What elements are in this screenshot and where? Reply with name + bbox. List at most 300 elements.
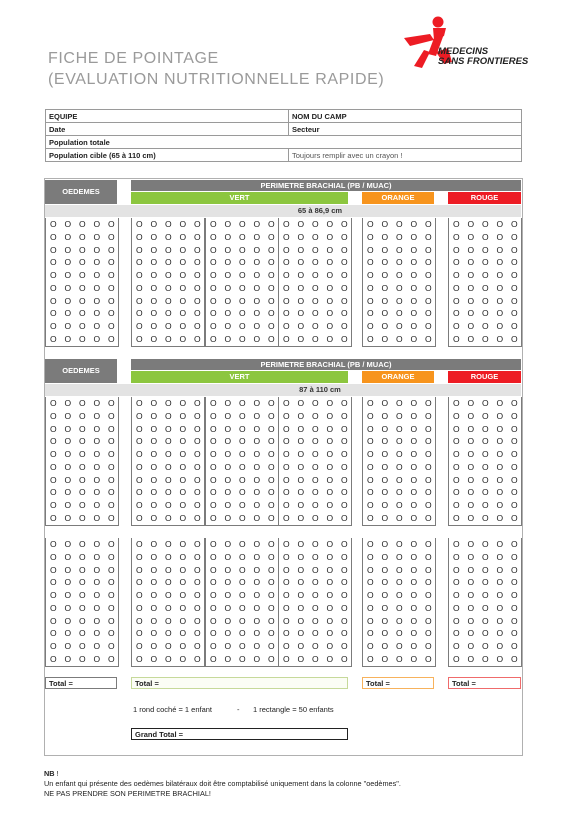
tally-circle[interactable]: O bbox=[150, 551, 158, 562]
tally-circle[interactable]: O bbox=[282, 512, 290, 523]
tally-circle[interactable]: O bbox=[49, 539, 57, 549]
tally-circle[interactable]: O bbox=[381, 487, 389, 498]
tally-circle[interactable]: O bbox=[179, 615, 187, 626]
tally-circle[interactable]: O bbox=[49, 641, 57, 651]
tally-circle[interactable]: O bbox=[135, 308, 143, 319]
tally-circle[interactable]: O bbox=[395, 474, 403, 485]
tally-circle[interactable]: O bbox=[253, 539, 261, 549]
tally-circle[interactable]: O bbox=[510, 615, 518, 626]
tally-circle[interactable]: O bbox=[224, 398, 232, 408]
tally-circle[interactable]: O bbox=[424, 333, 432, 344]
tally-circle[interactable]: O bbox=[452, 653, 460, 664]
tally-circle[interactable]: O bbox=[424, 551, 432, 562]
tally-circle[interactable]: O bbox=[107, 295, 115, 306]
tally-circle[interactable]: O bbox=[150, 474, 158, 485]
tally-circle[interactable]: O bbox=[452, 500, 460, 510]
tally-circle[interactable]: O bbox=[164, 449, 172, 459]
tally-circle[interactable]: O bbox=[107, 410, 115, 421]
tally-circle[interactable]: O bbox=[381, 615, 389, 626]
tally-circle[interactable]: O bbox=[366, 257, 374, 268]
tally-circle[interactable]: O bbox=[209, 577, 217, 588]
tally-circle[interactable]: O bbox=[496, 257, 504, 268]
tally-circle[interactable]: O bbox=[179, 602, 187, 613]
tally-circle[interactable]: O bbox=[381, 423, 389, 434]
tally-circle[interactable]: O bbox=[340, 308, 348, 319]
tally-circle[interactable]: O bbox=[467, 219, 475, 229]
tally-circle[interactable]: O bbox=[326, 461, 334, 472]
tally-circle[interactable]: O bbox=[179, 282, 187, 293]
tally-circle[interactable]: O bbox=[78, 628, 86, 639]
tally-circle[interactable]: O bbox=[164, 244, 172, 255]
tally-circle[interactable]: O bbox=[150, 321, 158, 331]
tally-circle[interactable]: O bbox=[49, 577, 57, 588]
tally-circle[interactable]: O bbox=[150, 577, 158, 588]
tally-circle[interactable]: O bbox=[238, 308, 246, 319]
tally-circle[interactable]: O bbox=[179, 474, 187, 485]
tally-circle[interactable]: O bbox=[164, 500, 172, 510]
tally-circle[interactable]: O bbox=[164, 423, 172, 434]
tally-circle[interactable]: O bbox=[467, 539, 475, 549]
tally-circle[interactable]: O bbox=[467, 308, 475, 319]
tally-circle[interactable]: O bbox=[193, 282, 201, 293]
tally-circle[interactable]: O bbox=[267, 641, 275, 651]
equipe-field[interactable]: EQUIPE bbox=[46, 110, 289, 123]
tally-circle[interactable]: O bbox=[282, 500, 290, 510]
tally-circle[interactable]: O bbox=[164, 436, 172, 447]
tally-circle[interactable]: O bbox=[282, 564, 290, 575]
tally-circle[interactable]: O bbox=[107, 653, 115, 664]
tally-circle[interactable]: O bbox=[282, 244, 290, 255]
tally-circle[interactable]: O bbox=[395, 436, 403, 447]
tally-circle[interactable]: O bbox=[340, 244, 348, 255]
tally-circle[interactable]: O bbox=[297, 641, 305, 651]
tally-circle[interactable]: O bbox=[238, 602, 246, 613]
tally-circle[interactable]: O bbox=[49, 449, 57, 459]
tally-circle[interactable]: O bbox=[150, 500, 158, 510]
tally-circle[interactable]: O bbox=[395, 641, 403, 651]
tally-circle[interactable]: O bbox=[366, 308, 374, 319]
tally-circle[interactable]: O bbox=[340, 628, 348, 639]
tally-circle[interactable]: O bbox=[452, 244, 460, 255]
tally-circle[interactable]: O bbox=[93, 577, 101, 588]
tally-circle[interactable]: O bbox=[510, 551, 518, 562]
tally-circle[interactable]: O bbox=[424, 474, 432, 485]
tally-circle[interactable]: O bbox=[395, 551, 403, 562]
tally-circle[interactable]: O bbox=[410, 628, 418, 639]
tally-circle[interactable]: O bbox=[179, 321, 187, 331]
tally-circle[interactable]: O bbox=[496, 231, 504, 242]
tally-circle[interactable]: O bbox=[93, 321, 101, 331]
tally-circle[interactable]: O bbox=[311, 244, 319, 255]
total-orange-box[interactable]: Total = bbox=[362, 677, 434, 689]
tally-circle[interactable]: O bbox=[238, 628, 246, 639]
tally-circle[interactable]: O bbox=[238, 436, 246, 447]
tally-circle[interactable]: O bbox=[481, 628, 489, 639]
tally-circle[interactable]: O bbox=[340, 282, 348, 293]
tally-circle[interactable]: O bbox=[93, 423, 101, 434]
tally-circle[interactable]: O bbox=[150, 628, 158, 639]
tally-circle[interactable]: O bbox=[238, 590, 246, 600]
tally-circle[interactable]: O bbox=[297, 282, 305, 293]
tally-circle[interactable]: O bbox=[107, 257, 115, 268]
tally-circle[interactable]: O bbox=[253, 602, 261, 613]
tally-circle[interactable]: O bbox=[395, 602, 403, 613]
tally-circle[interactable]: O bbox=[209, 628, 217, 639]
tally-circle[interactable]: O bbox=[366, 564, 374, 575]
tally-circle[interactable]: O bbox=[410, 461, 418, 472]
tally-circle[interactable]: O bbox=[340, 551, 348, 562]
tally-circle[interactable]: O bbox=[481, 461, 489, 472]
tally-circle[interactable]: O bbox=[253, 577, 261, 588]
tally-circle[interactable]: O bbox=[253, 564, 261, 575]
tally-circle[interactable]: O bbox=[150, 308, 158, 319]
tally-circle[interactable]: O bbox=[340, 295, 348, 306]
tally-circle[interactable]: O bbox=[340, 500, 348, 510]
tally-circle[interactable]: O bbox=[193, 231, 201, 242]
tally-circle[interactable]: O bbox=[224, 436, 232, 447]
tally-circle[interactable]: O bbox=[297, 410, 305, 421]
tally-circle[interactable]: O bbox=[366, 333, 374, 344]
tally-circle[interactable]: O bbox=[164, 257, 172, 268]
tally-circle[interactable]: O bbox=[209, 295, 217, 306]
tally-circle[interactable]: O bbox=[150, 257, 158, 268]
tally-circle[interactable]: O bbox=[193, 628, 201, 639]
tally-circle[interactable]: O bbox=[93, 512, 101, 523]
tally-circle[interactable]: O bbox=[253, 512, 261, 523]
tally-circle[interactable]: O bbox=[150, 641, 158, 651]
tally-circle[interactable]: O bbox=[297, 512, 305, 523]
tally-circle[interactable]: O bbox=[267, 436, 275, 447]
tally-circle[interactable]: O bbox=[193, 333, 201, 344]
tally-circle[interactable]: O bbox=[297, 308, 305, 319]
tally-circle[interactable]: O bbox=[282, 577, 290, 588]
tally-circle[interactable]: O bbox=[496, 487, 504, 498]
tally-circle[interactable]: O bbox=[135, 423, 143, 434]
tally-circle[interactable]: O bbox=[107, 539, 115, 549]
tally-circle[interactable]: O bbox=[135, 333, 143, 344]
tally-circle[interactable]: O bbox=[64, 423, 72, 434]
tally-circle[interactable]: O bbox=[481, 539, 489, 549]
tally-circle[interactable]: O bbox=[135, 436, 143, 447]
tally-circle[interactable]: O bbox=[107, 270, 115, 280]
tally-circle[interactable]: O bbox=[164, 270, 172, 280]
tally-circle[interactable]: O bbox=[496, 244, 504, 255]
tally-circle[interactable]: O bbox=[164, 308, 172, 319]
tally-circle[interactable]: O bbox=[209, 270, 217, 280]
tally-circle[interactable]: O bbox=[366, 602, 374, 613]
tally-circle[interactable]: O bbox=[224, 321, 232, 331]
tally-circle[interactable]: O bbox=[496, 641, 504, 651]
tally-circle[interactable]: O bbox=[311, 282, 319, 293]
tally-circle[interactable]: O bbox=[496, 436, 504, 447]
tally-circle[interactable]: O bbox=[326, 539, 334, 549]
tally-circle[interactable]: O bbox=[395, 653, 403, 664]
tally-circle[interactable]: O bbox=[282, 270, 290, 280]
tally-circle[interactable]: O bbox=[164, 577, 172, 588]
tally-circle[interactable]: O bbox=[49, 295, 57, 306]
tally-circle[interactable]: O bbox=[410, 487, 418, 498]
date-field[interactable]: Date bbox=[46, 123, 289, 136]
tally-circle[interactable]: O bbox=[93, 333, 101, 344]
tally-circle[interactable]: O bbox=[193, 308, 201, 319]
tally-circle[interactable]: O bbox=[340, 512, 348, 523]
tally-circle[interactable]: O bbox=[452, 461, 460, 472]
tally-circle[interactable]: O bbox=[150, 512, 158, 523]
tally-circle[interactable]: O bbox=[381, 308, 389, 319]
tally-circle[interactable]: O bbox=[395, 461, 403, 472]
tally-circle[interactable]: O bbox=[452, 564, 460, 575]
tally-circle[interactable]: O bbox=[366, 282, 374, 293]
tally-circle[interactable]: O bbox=[366, 487, 374, 498]
tally-circle[interactable]: O bbox=[135, 257, 143, 268]
tally-circle[interactable]: O bbox=[481, 410, 489, 421]
tally-circle[interactable]: O bbox=[297, 423, 305, 434]
tally-circle[interactable]: O bbox=[93, 219, 101, 229]
tally-circle[interactable]: O bbox=[510, 461, 518, 472]
tally-circle[interactable]: O bbox=[311, 436, 319, 447]
tally-circle[interactable]: O bbox=[238, 512, 246, 523]
tally-circle[interactable]: O bbox=[238, 487, 246, 498]
tally-circle[interactable]: O bbox=[107, 628, 115, 639]
tally-circle[interactable]: O bbox=[424, 295, 432, 306]
tally-circle[interactable]: O bbox=[510, 628, 518, 639]
tally-circle[interactable]: O bbox=[297, 244, 305, 255]
tally-circle[interactable]: O bbox=[496, 512, 504, 523]
tally-circle[interactable]: O bbox=[193, 615, 201, 626]
tally-circle[interactable]: O bbox=[467, 551, 475, 562]
tally-circle[interactable]: O bbox=[78, 602, 86, 613]
tally-circle[interactable]: O bbox=[93, 231, 101, 242]
tally-circle[interactable]: O bbox=[164, 321, 172, 331]
tally-circle[interactable]: O bbox=[424, 308, 432, 319]
tally-circle[interactable]: O bbox=[253, 295, 261, 306]
tally-circle[interactable]: O bbox=[150, 398, 158, 408]
tally-circle[interactable]: O bbox=[78, 539, 86, 549]
tally-circle[interactable]: O bbox=[267, 474, 275, 485]
tally-circle[interactable]: O bbox=[481, 564, 489, 575]
tally-circle[interactable]: O bbox=[49, 628, 57, 639]
tally-circle[interactable]: O bbox=[467, 461, 475, 472]
tally-circle[interactable]: O bbox=[209, 333, 217, 344]
tally-circle[interactable]: O bbox=[452, 474, 460, 485]
tally-circle[interactable]: O bbox=[481, 512, 489, 523]
tally-circle[interactable]: O bbox=[224, 231, 232, 242]
tally-circle[interactable]: O bbox=[78, 231, 86, 242]
tally-circle[interactable]: O bbox=[179, 436, 187, 447]
tally-circle[interactable]: O bbox=[381, 244, 389, 255]
tally-circle[interactable]: O bbox=[311, 308, 319, 319]
tally-circle[interactable]: O bbox=[424, 512, 432, 523]
tally-circle[interactable]: O bbox=[326, 270, 334, 280]
tally-circle[interactable]: O bbox=[340, 231, 348, 242]
tally-circle[interactable]: O bbox=[467, 244, 475, 255]
tally-circle[interactable]: O bbox=[107, 551, 115, 562]
tally-circle[interactable]: O bbox=[381, 231, 389, 242]
tally-circle[interactable]: O bbox=[311, 564, 319, 575]
tally-circle[interactable]: O bbox=[107, 282, 115, 293]
tally-circle[interactable]: O bbox=[467, 590, 475, 600]
total-rouge-box[interactable]: Total = bbox=[448, 677, 521, 689]
tally-circle[interactable]: O bbox=[78, 474, 86, 485]
tally-circle[interactable]: O bbox=[395, 449, 403, 459]
tally-circle[interactable]: O bbox=[179, 577, 187, 588]
tally-circle[interactable]: O bbox=[381, 500, 389, 510]
tally-circle[interactable]: O bbox=[49, 474, 57, 485]
tally-circle[interactable]: O bbox=[381, 641, 389, 651]
tally-circle[interactable]: O bbox=[311, 551, 319, 562]
tally-circle[interactable]: O bbox=[267, 257, 275, 268]
tally-circle[interactable]: O bbox=[179, 551, 187, 562]
tally-circle[interactable]: O bbox=[366, 398, 374, 408]
tally-circle[interactable]: O bbox=[326, 602, 334, 613]
tally-circle[interactable]: O bbox=[381, 564, 389, 575]
tally-circle[interactable]: O bbox=[267, 551, 275, 562]
tally-circle[interactable]: O bbox=[496, 628, 504, 639]
tally-circle[interactable]: O bbox=[193, 590, 201, 600]
tally-circle[interactable]: O bbox=[481, 577, 489, 588]
tally-circle[interactable]: O bbox=[452, 628, 460, 639]
tally-circle[interactable]: O bbox=[381, 398, 389, 408]
tally-circle[interactable]: O bbox=[496, 474, 504, 485]
tally-circle[interactable]: O bbox=[481, 270, 489, 280]
tally-circle[interactable]: O bbox=[297, 257, 305, 268]
tally-circle[interactable]: O bbox=[209, 449, 217, 459]
tally-circle[interactable]: O bbox=[326, 564, 334, 575]
tally-circle[interactable]: O bbox=[326, 321, 334, 331]
tally-circle[interactable]: O bbox=[282, 410, 290, 421]
tally-circle[interactable]: O bbox=[481, 244, 489, 255]
tally-circle[interactable]: O bbox=[510, 436, 518, 447]
tally-circle[interactable]: O bbox=[49, 410, 57, 421]
tally-circle[interactable]: O bbox=[267, 423, 275, 434]
tally-circle[interactable]: O bbox=[424, 653, 432, 664]
tally-circle[interactable]: O bbox=[78, 449, 86, 459]
tally-circle[interactable]: O bbox=[424, 231, 432, 242]
tally-circle[interactable]: O bbox=[424, 461, 432, 472]
tally-circle[interactable]: O bbox=[297, 461, 305, 472]
tally-circle[interactable]: O bbox=[224, 551, 232, 562]
tally-circle[interactable]: O bbox=[64, 577, 72, 588]
tally-circle[interactable]: O bbox=[179, 219, 187, 229]
tally-circle[interactable]: O bbox=[311, 577, 319, 588]
tally-circle[interactable]: O bbox=[179, 641, 187, 651]
tally-circle[interactable]: O bbox=[395, 487, 403, 498]
tally-circle[interactable]: O bbox=[150, 436, 158, 447]
tally-circle[interactable]: O bbox=[467, 602, 475, 613]
tally-circle[interactable]: O bbox=[64, 500, 72, 510]
tally-circle[interactable]: O bbox=[135, 398, 143, 408]
tally-circle[interactable]: O bbox=[49, 590, 57, 600]
tally-circle[interactable]: O bbox=[193, 295, 201, 306]
tally-circle[interactable]: O bbox=[150, 270, 158, 280]
tally-circle[interactable]: O bbox=[93, 257, 101, 268]
tally-circle[interactable]: O bbox=[150, 333, 158, 344]
total-oedemes-box[interactable]: Total = bbox=[45, 677, 117, 689]
tally-circle[interactable]: O bbox=[64, 295, 72, 306]
tally-circle[interactable]: O bbox=[135, 461, 143, 472]
tally-circle[interactable]: O bbox=[395, 628, 403, 639]
tally-circle[interactable]: O bbox=[282, 653, 290, 664]
tally-circle[interactable]: O bbox=[107, 449, 115, 459]
tally-circle[interactable]: O bbox=[135, 615, 143, 626]
tally-circle[interactable]: O bbox=[452, 641, 460, 651]
tally-circle[interactable]: O bbox=[224, 615, 232, 626]
tally-circle[interactable]: O bbox=[267, 308, 275, 319]
tally-circle[interactable]: O bbox=[93, 590, 101, 600]
tally-circle[interactable]: O bbox=[209, 461, 217, 472]
tally-circle[interactable]: O bbox=[340, 539, 348, 549]
tally-circle[interactable]: O bbox=[179, 398, 187, 408]
tally-circle[interactable]: O bbox=[481, 551, 489, 562]
tally-circle[interactable]: O bbox=[64, 590, 72, 600]
tally-circle[interactable]: O bbox=[179, 590, 187, 600]
tally-circle[interactable]: O bbox=[510, 564, 518, 575]
tally-circle[interactable]: O bbox=[107, 308, 115, 319]
tally-circle[interactable]: O bbox=[410, 500, 418, 510]
tally-circle[interactable]: O bbox=[238, 641, 246, 651]
tally-circle[interactable]: O bbox=[326, 282, 334, 293]
tally-circle[interactable]: O bbox=[107, 564, 115, 575]
tally-circle[interactable]: O bbox=[410, 308, 418, 319]
tally-circle[interactable]: O bbox=[253, 321, 261, 331]
tally-circle[interactable]: O bbox=[510, 641, 518, 651]
tally-circle[interactable]: O bbox=[93, 410, 101, 421]
tally-circle[interactable]: O bbox=[311, 615, 319, 626]
tally-circle[interactable]: O bbox=[78, 282, 86, 293]
tally-circle[interactable]: O bbox=[224, 410, 232, 421]
tally-circle[interactable]: O bbox=[424, 615, 432, 626]
tally-circle[interactable]: O bbox=[78, 410, 86, 421]
tally-circle[interactable]: O bbox=[135, 270, 143, 280]
tally-circle[interactable]: O bbox=[366, 423, 374, 434]
tally-circle[interactable]: O bbox=[253, 398, 261, 408]
tally-circle[interactable]: O bbox=[78, 551, 86, 562]
tally-circle[interactable]: O bbox=[238, 270, 246, 280]
tally-circle[interactable]: O bbox=[366, 512, 374, 523]
tally-circle[interactable]: O bbox=[150, 282, 158, 293]
tally-circle[interactable]: O bbox=[510, 321, 518, 331]
tally-circle[interactable]: O bbox=[496, 602, 504, 613]
tally-circle[interactable]: O bbox=[297, 295, 305, 306]
tally-circle[interactable]: O bbox=[253, 219, 261, 229]
tally-circle[interactable]: O bbox=[510, 295, 518, 306]
tally-circle[interactable]: O bbox=[510, 590, 518, 600]
tally-circle[interactable]: O bbox=[49, 231, 57, 242]
tally-circle[interactable]: O bbox=[395, 423, 403, 434]
tally-circle[interactable]: O bbox=[395, 512, 403, 523]
tally-circle[interactable]: O bbox=[164, 231, 172, 242]
tally-circle[interactable]: O bbox=[366, 615, 374, 626]
tally-circle[interactable]: O bbox=[510, 308, 518, 319]
tally-circle[interactable]: O bbox=[64, 219, 72, 229]
tally-circle[interactable]: O bbox=[366, 590, 374, 600]
tally-circle[interactable]: O bbox=[467, 270, 475, 280]
tally-circle[interactable]: O bbox=[452, 436, 460, 447]
tally-circle[interactable]: O bbox=[467, 436, 475, 447]
tally-circle[interactable]: O bbox=[467, 257, 475, 268]
tally-circle[interactable]: O bbox=[311, 539, 319, 549]
tally-circle[interactable]: O bbox=[78, 308, 86, 319]
tally-circle[interactable]: O bbox=[93, 564, 101, 575]
tally-circle[interactable]: O bbox=[49, 500, 57, 510]
tally-circle[interactable]: O bbox=[179, 333, 187, 344]
tally-circle[interactable]: O bbox=[297, 577, 305, 588]
tally-circle[interactable]: O bbox=[49, 602, 57, 613]
tally-circle[interactable]: O bbox=[164, 282, 172, 293]
tally-circle[interactable]: O bbox=[395, 257, 403, 268]
tally-circle[interactable]: O bbox=[326, 500, 334, 510]
tally-circle[interactable]: O bbox=[481, 398, 489, 408]
